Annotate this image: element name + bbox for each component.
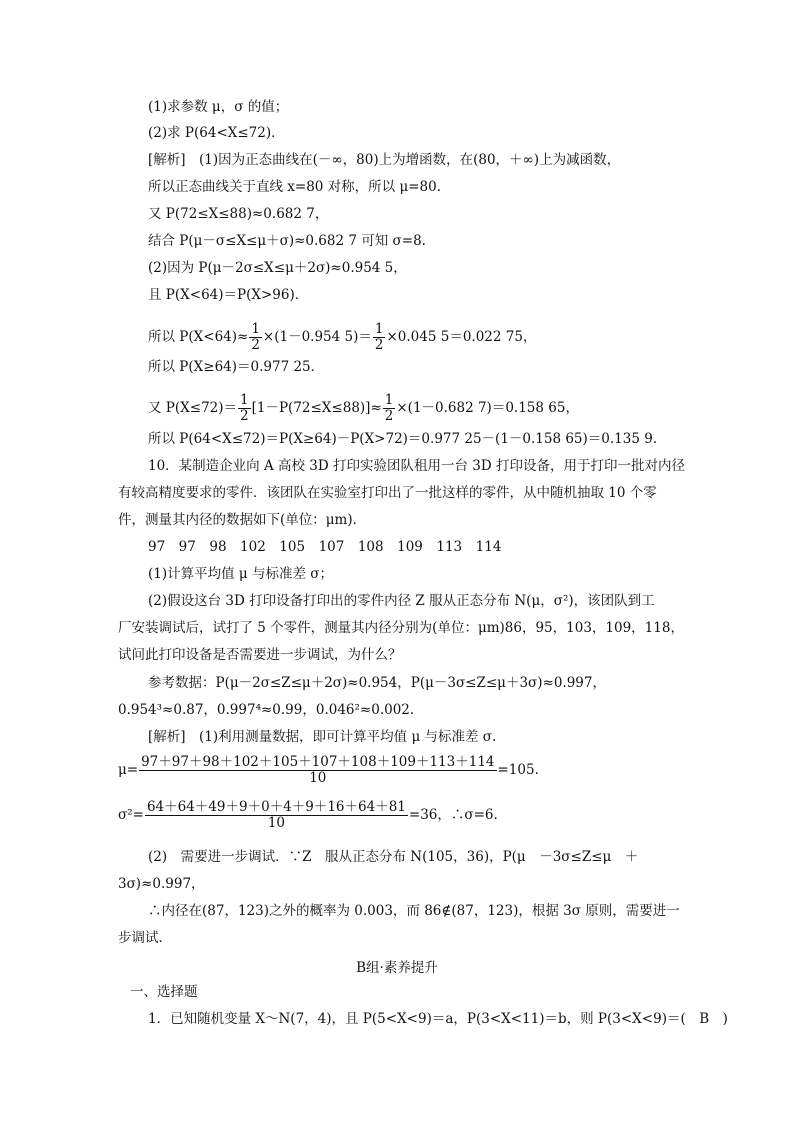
fraction-denominator: 10	[267, 815, 286, 831]
text-line: 所以 P(X≥64)＝0.977 25．	[148, 359, 325, 375]
fraction	[238, 393, 251, 424]
fraction-denominator: 2	[251, 337, 260, 353]
text-segment: =36，∴σ=6.	[408, 807, 498, 823]
text-line: 97 97 98 102 105 107 108 109 113 114	[148, 539, 502, 555]
question-line: 1．已知随机变量 X～N(7，4)，且 P(5<X<9)＝a，P(3<X<11)＝b，则 P(3<X<9)＝( B )	[148, 1011, 728, 1027]
fraction-numerator: 1	[374, 321, 384, 337]
text-segment: σ²=	[118, 807, 144, 823]
text-line: (1)计算平均值 μ 与标准差 σ；	[148, 566, 333, 582]
fraction	[249, 322, 262, 353]
fraction-denominator: 2	[384, 408, 394, 424]
fraction-numerator: 64＋64＋49＋9＋0＋4＋9＋16＋64＋81	[146, 799, 406, 815]
text-line: (1)求参数 μ，σ 的值；	[148, 99, 289, 115]
text-line: 3σ)≈0.997，	[118, 876, 205, 892]
text-segment: μ=	[118, 762, 139, 778]
text-line: 所以 P(64<X≤72)＝P(X≥64)－P(X>72)＝0.977 25－(1－0.158 65)＝0.135 9.	[148, 431, 658, 447]
text-line: (2)因为 P(μ－2σ≤X≤μ＋2σ)≈0.954 5，	[148, 260, 407, 276]
text-segment: 所以 P(X<64)≈	[148, 329, 249, 345]
text-segment: ×(1－0.954 5)＝	[262, 329, 372, 345]
text-line: 参考数据：P(μ－2σ≤Z≤μ＋2σ)≈0.954，P(μ－3σ≤Z≤μ＋3σ)≈0.997，	[148, 675, 606, 691]
text-line: 所以正态曲线关于直线 x=80 对称，所以 μ=80.	[148, 179, 442, 195]
text-line: [解析] (1)因为正态曲线在(－∞，80)上为增函数，在(80，＋∞)上为减函数，	[148, 152, 621, 168]
text-segment: 又 P(X≤72)＝	[148, 400, 238, 416]
text-segment: [1－P(72≤X≤88)]≈	[251, 400, 382, 416]
text-line: (2)求 P(64<X≤72)．	[148, 125, 285, 141]
text-line: 有较高精度要求的零件．该团队在实验室打印出了一批这样的零件，从中随机抽取 10 个零	[118, 485, 657, 501]
fraction-denominator: 2	[240, 408, 249, 424]
formula-line	[148, 393, 579, 424]
fraction-numerator: 97＋97＋98＋102＋105＋107＋108＋109＋113＋114	[141, 754, 495, 770]
text-segment: =105.	[497, 762, 539, 778]
text-line: (2) 需要进一步调试．∵Z 服从正态分布 N(105，36)，P(μ －3σ≤Z≤μ ＋	[148, 849, 639, 865]
text-line: (2)假设这台 3D 打印设备打印出的零件内径 Z 服从正态分布 N(μ，σ²)，该团队到工	[148, 593, 655, 609]
section-heading: B组·素养提升	[356, 960, 438, 976]
text-line: 又 P(72≤X≤88)≈0.682 7，	[148, 206, 329, 222]
fraction	[139, 755, 496, 786]
text-segment: ×0.045 5＝0.022 75，	[386, 329, 537, 345]
fraction	[383, 393, 396, 424]
text-line: 0.954³≈0.87，0.997⁴≈0.99，0.046²≈0.002.	[118, 702, 415, 718]
fraction-numerator: 1	[240, 392, 249, 408]
formula-line	[148, 322, 536, 353]
text-line: 步调试．	[118, 930, 172, 946]
formula-line	[118, 800, 498, 831]
formula-line	[118, 755, 539, 786]
text-line: [解析] (1)利用测量数据，即可计算平均值 μ 与标准差 σ.	[148, 729, 497, 745]
text-line: ∴内径在(87，123)之外的概率为 0.003，而 86∉(87，123)，根据 3σ 原则，需要进一	[148, 903, 680, 919]
text-segment: ×(1－0.682 7)＝0.158 65，	[396, 400, 579, 416]
fraction-numerator: 1	[384, 392, 394, 408]
text-line: 试问此打印设备是否需要进一步调试，为什么？	[118, 647, 402, 663]
fraction	[373, 322, 386, 353]
fraction-denominator: 10	[309, 770, 327, 786]
text-line: 10．某制造企业向 A 高校 3D 打印实验团队租用一台 3D 打印设备，用于打印一批对内径	[148, 458, 685, 474]
fraction-numerator: 1	[251, 321, 260, 337]
text-line: 厂安装调试后，试打了 5 个零件，测量其内径分别为(单位：μm)86，95，103，109，118，	[118, 620, 684, 636]
subsection-heading: 一、选择题	[130, 984, 198, 1000]
text-line: 结合 P(μ－σ≤X≤μ＋σ)≈0.682 7 可知 σ=8.	[148, 233, 426, 249]
fraction	[145, 800, 408, 831]
text-line: 且 P(X<64)＝P(X>96)．	[148, 287, 309, 303]
text-line: 件，测量其内径的数据如下(单位：μm)．	[118, 512, 367, 528]
fraction-denominator: 2	[374, 337, 384, 353]
